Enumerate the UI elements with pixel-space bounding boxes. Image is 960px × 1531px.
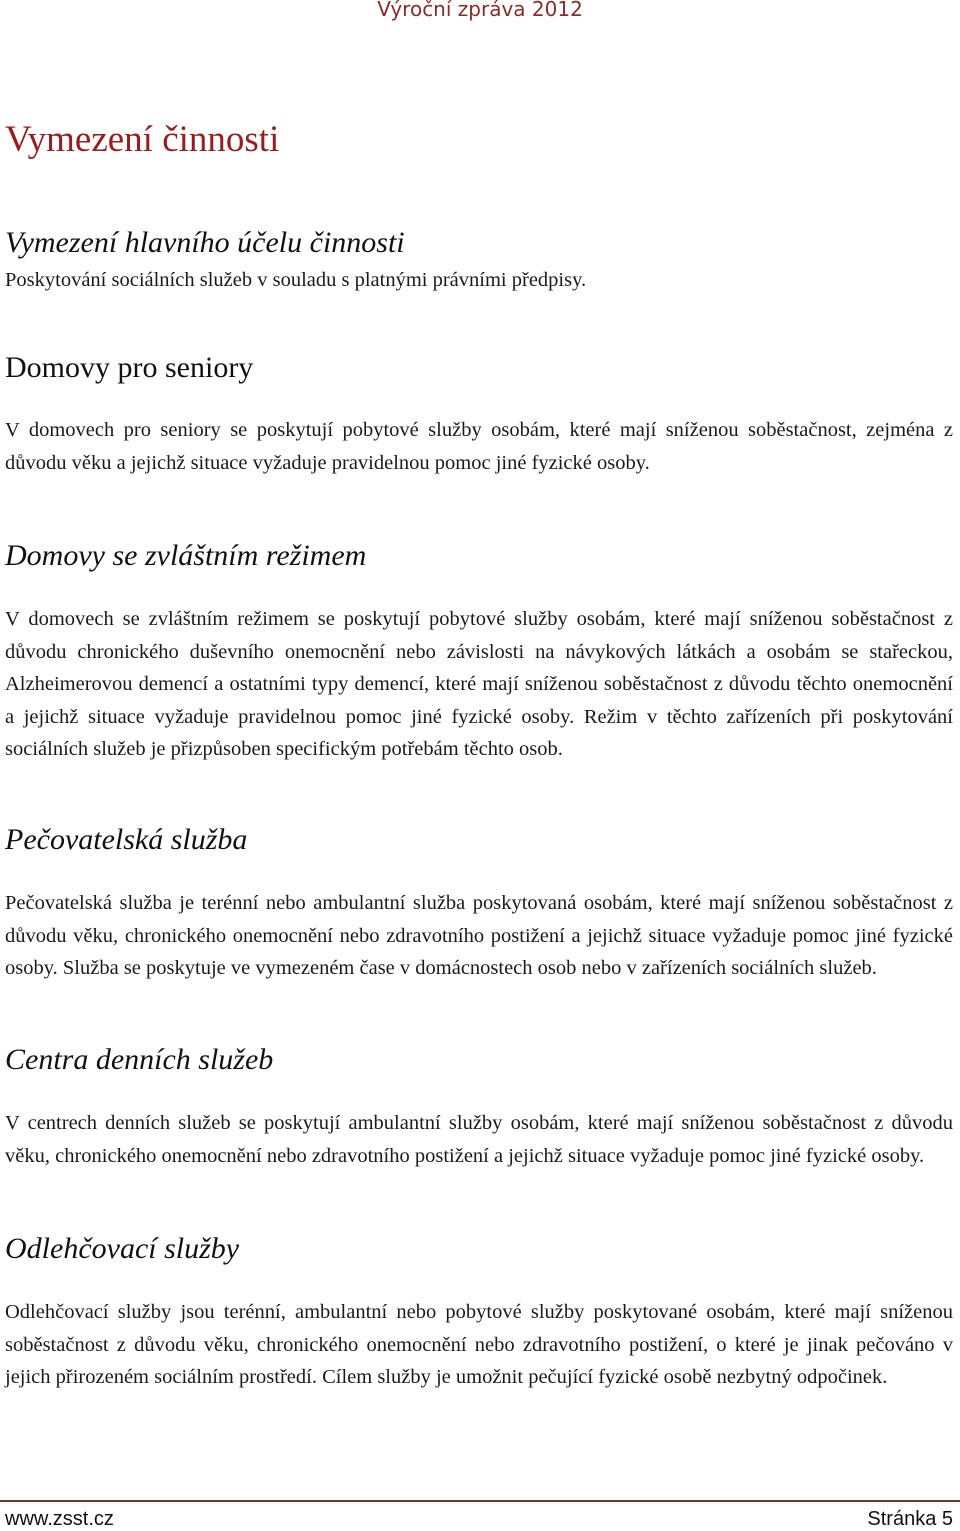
section-text-respite: Odlehčovací služby jsou terénní, ambulantní nebo pobytové služby poskytované osobám, které mají sníženou soběstačnost z důvodu věku, chronického onemocnění nebo zdravotního postižení, o které je jinak pečováno v jejich přirozeném sociálním prostředí. Cílem služby je umožnit pečující fyzické osobě nezbytný odpočinek. xyxy=(5,1301,953,1388)
section-heading-care-service: Pečovatelská služba xyxy=(5,823,248,856)
section-text-senior-homes: V domovech pro seniory se poskytují pobytové služby osobám, které mají sníženou soběstačnost, zejména z důvodu věku a jejichž situace vyžaduje pravidelnou pomoc jiné fyzické osoby. xyxy=(5,419,953,474)
section-heading-main-purpose: Vymezení hlavního účelu činnosti xyxy=(5,226,405,259)
footer-website: www.zsst.cz xyxy=(5,1508,114,1530)
section-heading-senior-homes: Domovy pro seniory xyxy=(5,351,254,384)
section-text-special-regime: V domovech se zvláštním režimem se poskytují pobytové služby osobám, které mají sníženou soběstačnost z důvodu chronického duševního onemocnění nebo závislosti na návykových látkách a osobám se stařeckou, Alzheimerovou demencí a ostatními typy demencí, které mají sníženou soběstačnost z důvodu těchto onemocnění a jejichž situace vyžaduje pravidelnou pomoc jiné fyzické osoby. Režim v těchto zařízeních při poskytování sociálních služeb je přizpůsoben specifickým potřebám těchto osob. xyxy=(5,608,953,760)
page-title: Vymezení činnosti xyxy=(5,119,280,160)
footer-page-number: Stránka 5 xyxy=(867,1508,953,1530)
section-text-main-purpose: Poskytování sociálních služeb v souladu s platnými právními předpisy. xyxy=(5,269,587,291)
section-heading-respite: Odlehčovací služby xyxy=(5,1232,240,1265)
section-text-care-service: Pečovatelská služba je terénní nebo ambulantní služba poskytovaná osobám, které mají sníženou soběstačnost z důvodu věku, chronického onemocnění nebo zdravotního postižení a jejichž situace vyžaduje pomoc jiné fyzické osoby. Služba se poskytuje ve vymezeném čase v domácnostech osob nebo v zařízeních sociálních služeb. xyxy=(5,892,953,979)
section-heading-special-regime: Domovy se zvláštním režimem xyxy=(5,539,367,572)
report-header-title: Výroční zpráva 2012 xyxy=(377,0,583,21)
section-text-day-centers: V centrech denních služeb se poskytují ambulantní služby osobám, které mají sníženou soběstačnost z důvodu věku, chronického onemocnění nebo zdravotního postižení a jejichž situace vyžaduje pomoc jiné fyzické osoby. xyxy=(5,1112,953,1167)
footer-divider xyxy=(0,1500,960,1502)
section-heading-day-centers: Centra denních služeb xyxy=(5,1043,274,1076)
